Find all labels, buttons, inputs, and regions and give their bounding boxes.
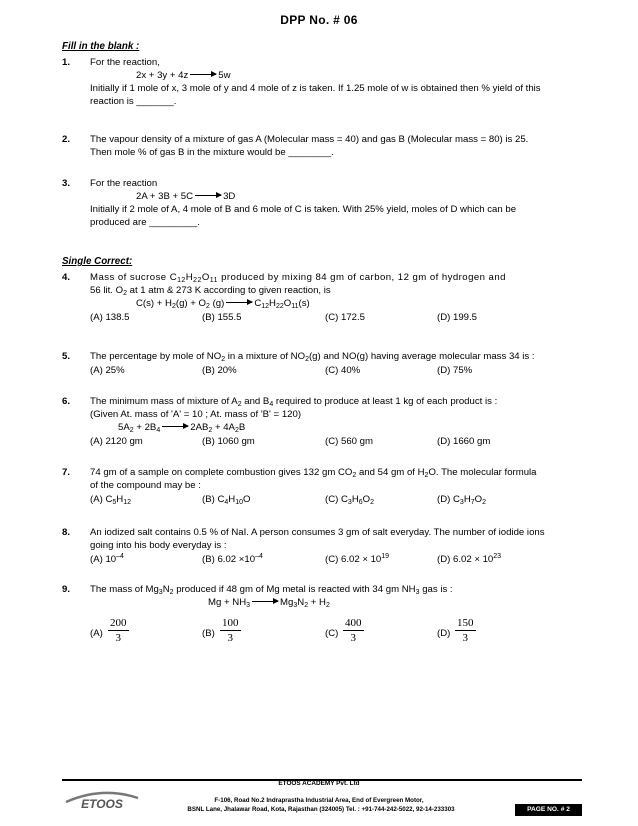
fraction: $\frac{400}{3}$ (345, 616, 362, 644)
question-1 (62, 57, 582, 109)
footer-address-line-2: BSNL Lane, Jhalawar Road, Kota, Rajasthan (324005) Tel. : +91-744-242-5022, 92-14-233303 (187, 806, 455, 813)
option-b[interactable]: (B) 20% (202, 364, 237, 376)
option-b[interactable]: (B) $C_4H_{10}O$ (202, 493, 251, 506)
option-c[interactable]: (C) $6.02 \times 10^{19}$ (325, 552, 390, 565)
answer-options (90, 494, 582, 507)
page-number-badge: PAGE NO. # 2 (515, 804, 582, 816)
reaction-arrow-icon (162, 426, 188, 427)
reaction-equation: 2A + 3B + 5C 3D (136, 190, 236, 202)
question-9 (62, 584, 582, 650)
answer-options (90, 365, 582, 378)
option-d[interactable]: (D) $6.02 \times 10^{23}$ (437, 552, 502, 565)
answer-options (90, 436, 582, 449)
reaction-equation: $Mg + NH_3$ $Mg_3N_2 + H_2$ (208, 596, 330, 609)
question-6 (62, 396, 582, 449)
question-text: For the reaction (90, 178, 158, 189)
option-b[interactable]: (B) $6.02 \times 10^{-4}$ (202, 552, 263, 565)
reaction-equation: $5A_2 + 2B_4$ $2AB_2 + 4A_2B$ (118, 421, 246, 434)
question-2 (62, 134, 582, 160)
option-d[interactable]: (D) 199.5 (437, 311, 477, 323)
question-text: The vapour density of a mixture of gas A (Molecular mass = 40) and gas B (Molecular mass = 80) is 25. (90, 134, 529, 145)
svg-text:ETOOS: ETOOS (81, 797, 123, 811)
option-a[interactable]: (A) $10^{-4}$ (90, 552, 124, 565)
reaction-arrow-icon (190, 74, 216, 75)
question-text: For the reaction, (90, 57, 160, 68)
question-text: The minimum mass of mixture of $A_2$ and $B_4$ required to produce at least 1 kg of each product is : (90, 396, 498, 408)
question-text: Then mole % of gas B in the mixture would be ________. (90, 146, 334, 158)
question-text: 74 gm of a sample on complete combustion gives 132 gm $CO_2$ and 54 gm of $H_2O$. The molecular formula (90, 467, 537, 479)
option-a[interactable]: (A) 138.5 (90, 311, 130, 323)
question-text: produced are _________. (90, 216, 200, 228)
question-number: 3. (62, 178, 71, 189)
footer-company-name: ETOOS ACADEMY Pvt. Ltd (278, 780, 360, 787)
option-b[interactable]: (B) 155.5 (202, 311, 242, 323)
question-text: (Given At. mass of 'A' = 10 ; At. mass of 'B' = 120) (90, 408, 302, 420)
reaction-equation: 2x + 3y + 4z 5w (136, 69, 231, 81)
question-8 (62, 527, 582, 567)
section-title-fill-blank: Fill in the blank : (62, 41, 140, 52)
fraction: $\frac{150}{3}$ (457, 616, 474, 644)
question-text: An iodized salt contains 0.5 % of NaI. A person consumes 3 gm of salt everyday. The number of iodide ions (90, 527, 545, 538)
question-number: 5. (62, 351, 71, 362)
option-a[interactable]: (A) 25% (90, 364, 125, 376)
question-number: 4. (62, 272, 71, 283)
option-b[interactable]: (B) 1060 gm (202, 435, 255, 447)
question-7 (62, 467, 582, 507)
question-text: reaction is _______. (90, 95, 177, 107)
reaction-arrow-icon (195, 195, 221, 196)
option-d[interactable]: (D) $C_3H_7O_2$ (437, 493, 487, 506)
fraction: $\frac{100}{3}$ (222, 616, 239, 644)
option-c[interactable]: (C) 560 gm (325, 435, 373, 447)
reaction-arrow-icon (252, 601, 278, 602)
fraction: $\frac{200}{3}$ (110, 616, 127, 644)
question-text: going into his body everyday is : (90, 539, 227, 551)
question-4 (62, 272, 582, 325)
option-a[interactable]: (A) 2120 gm (90, 435, 143, 447)
question-number: 8. (62, 527, 71, 538)
answer-options: (A) $\frac{200}{3}$ (B) $\frac{100}{3}$ (C) $\frac{400}{3}$ (D) $\frac{150}{3}$ (90, 616, 474, 644)
question-text: Initially if 2 mole of A, 4 mole of B and 6 mole of C is taken. With 25% yield, moles of D which can be (90, 203, 517, 215)
question-number: 1. (62, 57, 71, 68)
option-c[interactable]: (C) 40% (325, 364, 361, 376)
option-a[interactable]: (A) $C_5H_{12}$ (90, 493, 132, 506)
reaction-equation: $C(s) + H_2(g) + O_2$ (g) $C_{12}H_{22}O_{11}(s)$ (136, 297, 310, 310)
question-text: of the compound may be : (90, 479, 201, 491)
question-text: Initially if 1 mole of x, 3 mole of y and 4 mole of z is taken. If 1.25 mole of w is obtained then % yield of this (90, 82, 541, 94)
section-title-single-correct: Single Correct: (62, 256, 133, 267)
question-text: 56 lit. $O_2$ at 1 atm & 273 K according to given reaction, is (90, 284, 331, 297)
question-text: The percentage by mole of $NO_2$ in a mixture of $NO_2(g)$ and NO(g) having average molecular mass 34 is : (90, 351, 535, 363)
footer-address-line-1: F-106, Road No.2 Indraprastha Industrial Area, End of Evergreen Motor, (214, 797, 424, 804)
answer-options (90, 312, 582, 325)
question-text: The mass of $Mg_3N_2$ produced if 48 gm of Mg metal is reacted with 34 gm $NH_3$ gas is : (90, 584, 453, 596)
question-number: 9. (62, 584, 71, 595)
question-3 (62, 178, 582, 230)
answer-options (90, 554, 582, 567)
option-d[interactable]: (D) 75% (437, 364, 473, 376)
question-number: 7. (62, 467, 71, 478)
option-c[interactable]: (C) 172.5 (325, 311, 365, 323)
option-c[interactable]: (C) $C_3H_6O_2$ (325, 493, 375, 506)
option-d[interactable]: (D) 1660 gm (437, 435, 491, 447)
question-5 (62, 351, 582, 378)
page-title: DPP No. # 06 (280, 13, 358, 27)
question-number: 2. (62, 134, 71, 145)
question-text: Mass of sucrose $C_{12}H_{22}O_{11}$ produced by mixing 84 gm of carbon, 12 gm of hydrogen and (90, 272, 506, 284)
reaction-arrow-icon (226, 302, 252, 303)
question-number: 6. (62, 396, 71, 407)
